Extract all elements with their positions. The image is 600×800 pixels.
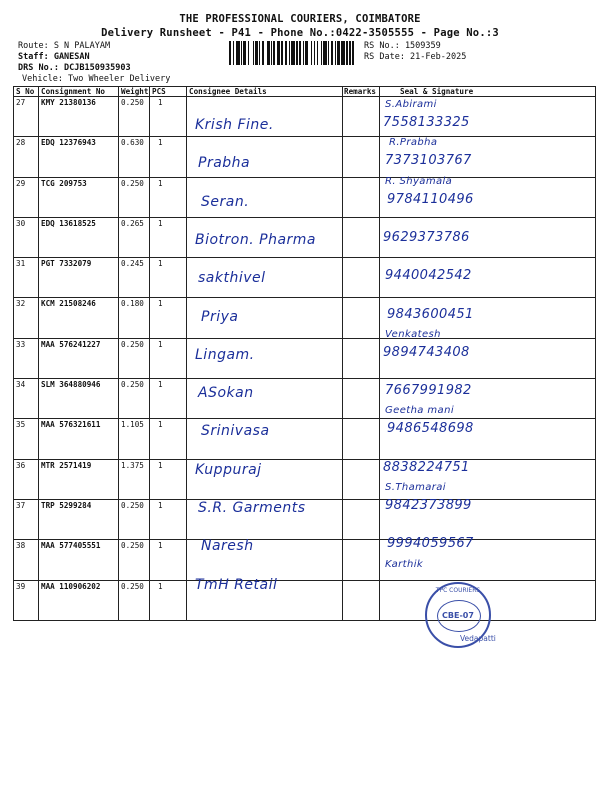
- route-field: Route: S N PALAYAM: [18, 41, 111, 51]
- cell-remarks: [343, 580, 380, 620]
- cell-pcs: 1: [150, 540, 187, 580]
- cell-sno: 28: [14, 137, 39, 177]
- cell-weight: 0.250: [119, 540, 150, 580]
- handwritten-seal-name: S.Abirami: [385, 99, 437, 110]
- barcode: [229, 41, 357, 65]
- handwritten-seal-name: Karthik: [385, 558, 424, 570]
- cell-remarks: [343, 97, 380, 137]
- table-row: [14, 580, 596, 620]
- cell-remarks: [343, 540, 380, 580]
- stamp-place: Vedapatti: [460, 634, 496, 643]
- handwritten-consignee: ASokan: [198, 385, 254, 402]
- handwritten-phone: 7373103767: [385, 153, 472, 169]
- cell-consignment: SLM 364880946: [39, 379, 119, 419]
- col-pcs: PCS: [150, 87, 187, 97]
- cell-pcs: 1: [150, 580, 187, 620]
- cell-pcs: 1: [150, 459, 187, 499]
- rs-date-field: RS Date: 21-Feb-2025: [364, 52, 467, 62]
- col-sno: S No: [14, 87, 39, 97]
- cell-pcs: 1: [150, 97, 187, 137]
- cell-consignment: MAA 576321611: [39, 419, 119, 459]
- cell-remarks: [343, 379, 380, 419]
- runsheet-subtitle: Delivery Runsheet - P41 - Phone No.:0422-3505555 - Page No.:3: [101, 27, 499, 39]
- handwritten-phone: 7667991982: [385, 383, 472, 399]
- cell-remarks: [343, 338, 380, 378]
- handwritten-consignee: Priya: [201, 308, 239, 325]
- table-row: [14, 298, 596, 338]
- cell-pcs: 1: [150, 379, 187, 419]
- rs-no-field: RS No.: 1509359: [364, 41, 441, 51]
- cell-sno: 37: [14, 499, 39, 539]
- table-row: [14, 338, 596, 378]
- cell-sno: 33: [14, 338, 39, 378]
- cell-pcs: 1: [150, 419, 187, 459]
- handwritten-seal-name: Geetha mani: [385, 405, 455, 417]
- cell-sno: 35: [14, 419, 39, 459]
- cell-pcs: 1: [150, 499, 187, 539]
- handwritten-phone: 9629373786: [383, 229, 470, 245]
- handwritten-seal-name: S.Thamarai: [385, 482, 446, 493]
- cell-weight: 0.250: [119, 338, 150, 378]
- cell-weight: 0.250: [119, 499, 150, 539]
- cell-remarks: [343, 137, 380, 177]
- cell-sno: 29: [14, 177, 39, 217]
- cell-weight: 1.375: [119, 459, 150, 499]
- cell-remarks: [343, 217, 380, 257]
- table-row: [14, 137, 596, 177]
- cell-consignment: KMY 21380136: [39, 97, 119, 137]
- cell-consignment: MAA 110906202: [39, 580, 119, 620]
- cell-consignment: MAA 577405551: [39, 540, 119, 580]
- handwritten-seal-name: Venkatesh: [385, 328, 441, 340]
- handwritten-consignee: Prabha: [198, 155, 251, 172]
- handwritten-consignee: Srinivasa: [201, 423, 270, 440]
- handwritten-consignee: sakthivel: [198, 270, 266, 287]
- table-row: [14, 177, 596, 217]
- handwritten-phone: 9486548698: [387, 421, 474, 437]
- handwritten-phone: 9440042542: [385, 268, 472, 284]
- col-consignee: Consignee Details: [187, 87, 343, 97]
- cell-weight: 0.245: [119, 258, 150, 298]
- handwritten-consignee: S.R. Garments: [198, 500, 306, 516]
- handwritten-seal-name: R. Shyamala: [385, 175, 453, 187]
- cell-consignment: MTR 2571419: [39, 459, 119, 499]
- handwritten-consignee: TmH Retail: [195, 576, 278, 593]
- table-row: [14, 258, 596, 298]
- cell-weight: 0.250: [119, 379, 150, 419]
- handwritten-phone: 9843600451: [387, 306, 474, 322]
- handwritten-consignee: Naresh: [201, 538, 254, 555]
- cell-remarks: [343, 459, 380, 499]
- cell-consignment: EDQ 12376943: [39, 137, 119, 177]
- col-remarks: Remarks: [343, 87, 380, 97]
- table-row: [14, 540, 596, 580]
- handwritten-consignee: Krish Fine.: [195, 117, 274, 133]
- cell-remarks: [343, 419, 380, 459]
- cell-weight: 0.180: [119, 298, 150, 338]
- cell-sno: 36: [14, 459, 39, 499]
- cell-pcs: 1: [150, 298, 187, 338]
- cell-pcs: 1: [150, 338, 187, 378]
- col-consignment: Consignment No: [39, 87, 119, 97]
- cell-remarks: [343, 177, 380, 217]
- staff-field: Staff: GANESAN: [18, 52, 90, 62]
- handwritten-phone: 9894743408: [383, 344, 470, 360]
- handwritten-consignee: Seran.: [201, 193, 250, 210]
- cell-sno: 39: [14, 580, 39, 620]
- runsheet-table: [13, 86, 596, 621]
- cell-pcs: 1: [150, 177, 187, 217]
- handwritten-consignee: Lingam.: [195, 346, 255, 363]
- cell-consignment: PGT 7332079: [39, 258, 119, 298]
- handwritten-seal-name: R.Prabha: [389, 137, 438, 149]
- col-weight: Weight: [119, 87, 150, 97]
- cell-consignment: TRP 5299284: [39, 499, 119, 539]
- table-header-row: [14, 87, 596, 97]
- cell-remarks: [343, 258, 380, 298]
- cell-consignment: MAA 576241227: [39, 338, 119, 378]
- cell-sno: 34: [14, 379, 39, 419]
- vehicle-field: Vehicle: Two Wheeler Delivery: [22, 74, 171, 84]
- table-row: [14, 379, 596, 419]
- cell-weight: 0.250: [119, 580, 150, 620]
- runsheet-title: THE PROFESSIONAL COURIERS, COIMBATORE: [179, 13, 421, 25]
- cell-consignment: EDQ 13618525: [39, 217, 119, 257]
- handwritten-phone: 9994059567: [387, 536, 474, 552]
- table-row: [14, 459, 596, 499]
- handwritten-phone: 9842373899: [385, 498, 472, 513]
- cell-consignment: KCM 21508246: [39, 298, 119, 338]
- cell-sno: 30: [14, 217, 39, 257]
- cell-weight: 0.250: [119, 97, 150, 137]
- cell-weight: 1.105: [119, 419, 150, 459]
- drs-field: DRS No.: DCJB150935903: [18, 63, 131, 73]
- cell-weight: 0.250: [119, 177, 150, 217]
- cell-remarks: [343, 499, 380, 539]
- table-row: [14, 97, 596, 137]
- cell-remarks: [343, 298, 380, 338]
- cell-sno: 38: [14, 540, 39, 580]
- cell-pcs: 1: [150, 137, 187, 177]
- handwritten-phone: 7558133325: [383, 115, 470, 130]
- cell-consignment: TCG 209753: [39, 177, 119, 217]
- handwritten-consignee: Kuppuraj: [195, 461, 262, 478]
- cell-pcs: 1: [150, 258, 187, 298]
- cell-weight: 0.265: [119, 217, 150, 257]
- handwritten-consignee: Biotron. Pharma: [195, 231, 317, 248]
- cell-sno: 27: [14, 97, 39, 137]
- stamp-code: CBE-07: [442, 611, 474, 620]
- cell-sno: 32: [14, 298, 39, 338]
- handwritten-phone: 9784110496: [387, 191, 474, 207]
- col-seal: Seal & Signature: [380, 87, 596, 97]
- handwritten-phone: 8838224751: [383, 459, 470, 475]
- stamp-ring-text: TPC COURIERS: [435, 587, 481, 594]
- cell-weight: 0.630: [119, 137, 150, 177]
- cell-sno: 31: [14, 258, 39, 298]
- cell-pcs: 1: [150, 217, 187, 257]
- table-row: [14, 419, 596, 459]
